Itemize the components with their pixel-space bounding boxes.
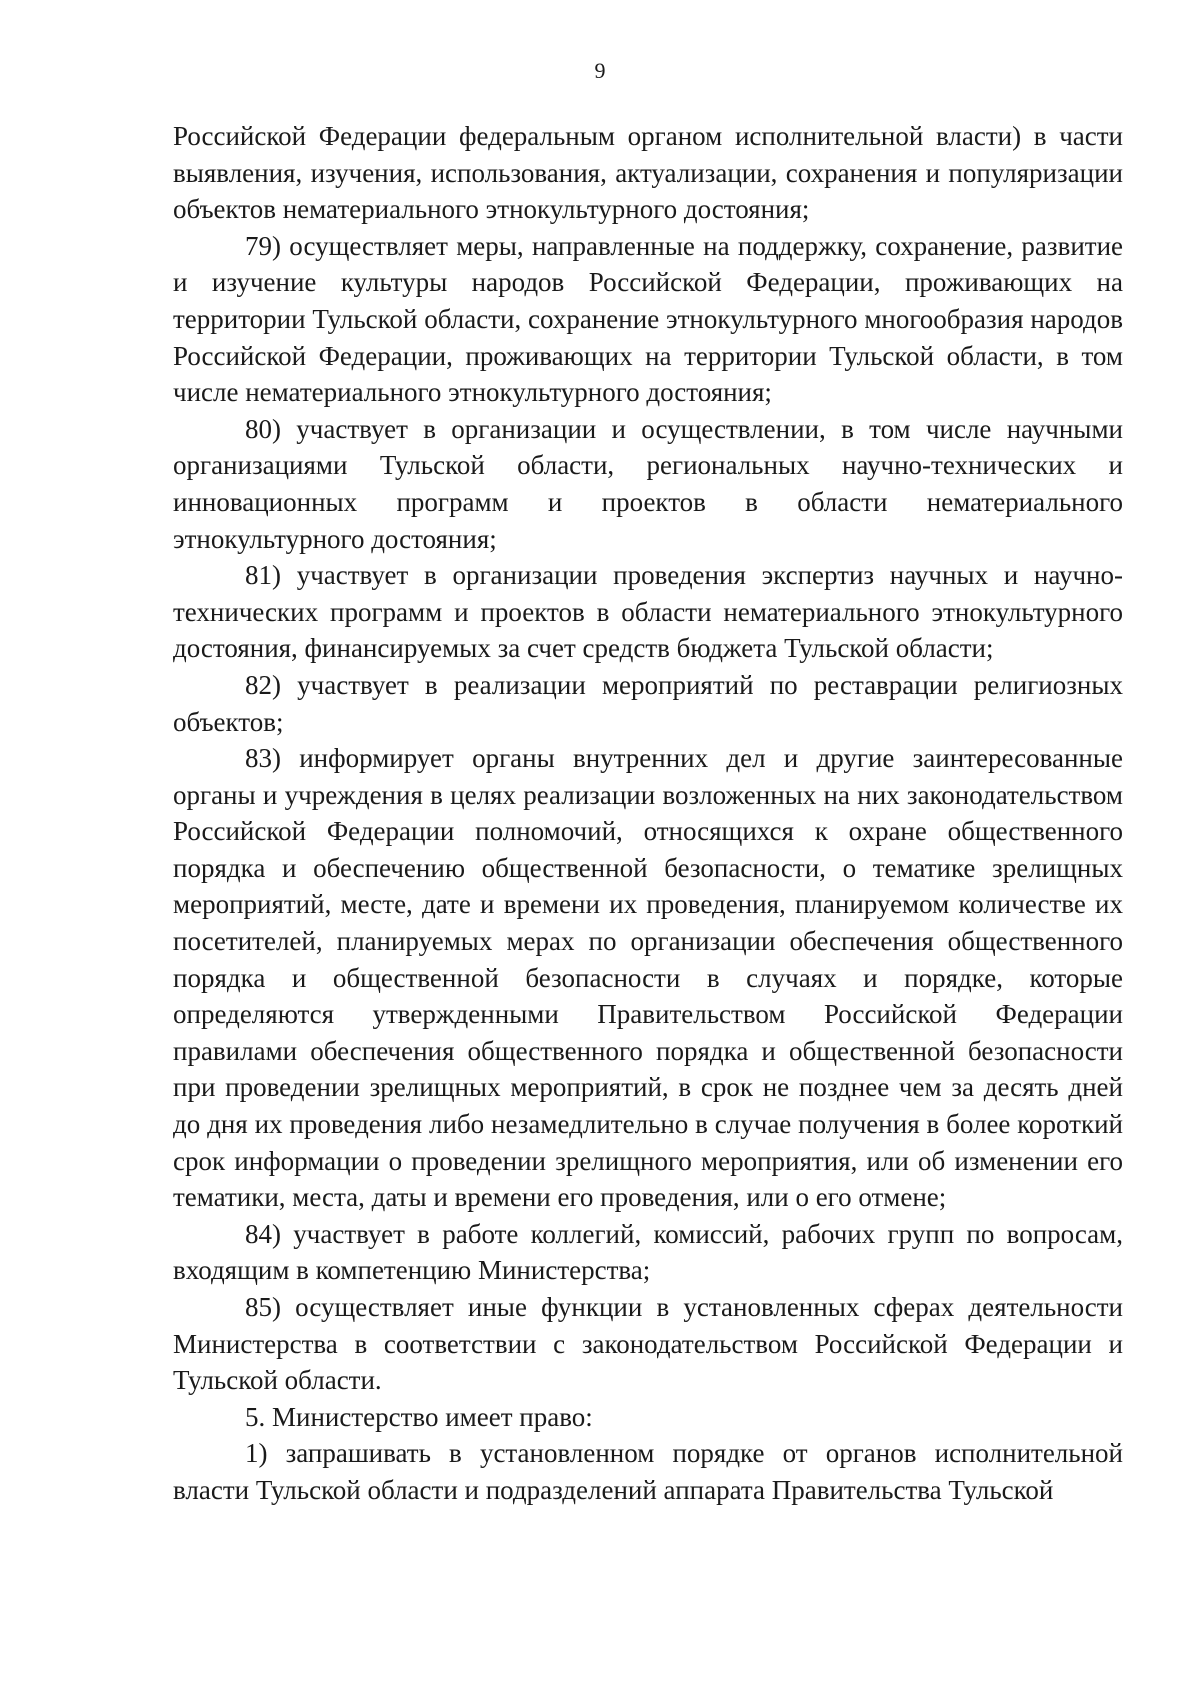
paragraph-item-83: 83) информирует органы внутренних дел и другие заинтересованные органы и учреждения в целях реализации возложенных на них законодательством Российской Федерации полномочий, относящихся к охране общественного порядка и обеспечению общественной безопасности, о тематике зрелищных мероприятий, месте, дате и времени их проведения, планируемом количестве их посетителей, планируемых мерах по организации обеспечения общественного порядка и общественной безопасности в случаях и порядке, которые определяются утвержденными Правительством Российской Федерации правилами обеспечения общественного порядка и общественной безопасности при проведении зрелищных мероприятий, в срок не позднее чем за десять дней до дня их проведения либо незамедлительно в случае получения в более короткий срок информации о проведении зрелищного мероприятия, или об изменении его тематики, места, даты и времени его проведения, или о его отмене; xyxy=(173,743,1123,1213)
paragraph-item-85: 85) осуществляет иные функции в установленных сферах деятельности Министерства в соответствии с законодательством Российской Федерации и Тульской области. xyxy=(173,1292,1123,1396)
paragraph-item-84: 84) участвует в работе коллегий, комиссий, рабочих групп по вопросам, входящим в компетенцию Министерства; xyxy=(173,1218,1123,1286)
paragraph-section-5: 5. Министерство имеет право: xyxy=(245,1401,593,1432)
page-number: 9 xyxy=(594,58,606,83)
paragraph-item-82: 82) участвует в реализации мероприятий по реставрации религиозных объектов; xyxy=(173,669,1123,737)
paragraph-subitem-1: 1) запрашивать в установленном порядке от органов исполнительной власти Тульской области и подразделений аппарата Правительства Тульской xyxy=(173,1438,1123,1505)
paragraph-item-81: 81) участвует в организации проведения экспертиз научных и научно-технических программ и проектов в области нематериального этнокультурного достояния, финансируемых за счет средств бюджета Тульской области; xyxy=(173,560,1123,664)
document-body xyxy=(173,118,1123,1509)
paragraph-item-79: 79) осуществляет меры, направленные на поддержку, сохранение, развитие и изучение культуры народов Российской Федерации, проживающих на территории Тульской области, сохранение этнокультурного многообразия народов Российской Федерации, проживающих на территории Тульской области, в том числе нематериального этнокультурного достояния; xyxy=(173,230,1123,408)
paragraph-continuation: Российской Федерации федеральным органом исполнительной власти) в части выявления, изучения, использования, актуализации, сохранения и популяризации объектов нематериального этнокультурного достояния; xyxy=(173,121,1123,225)
paragraph-item-80: 80) участвует в организации и осуществлении, в том числе научными организациями Тульской области, региональных научно-технических и инновационных программ и проектов в области нематериального этнокультурного достояния; xyxy=(173,413,1123,554)
